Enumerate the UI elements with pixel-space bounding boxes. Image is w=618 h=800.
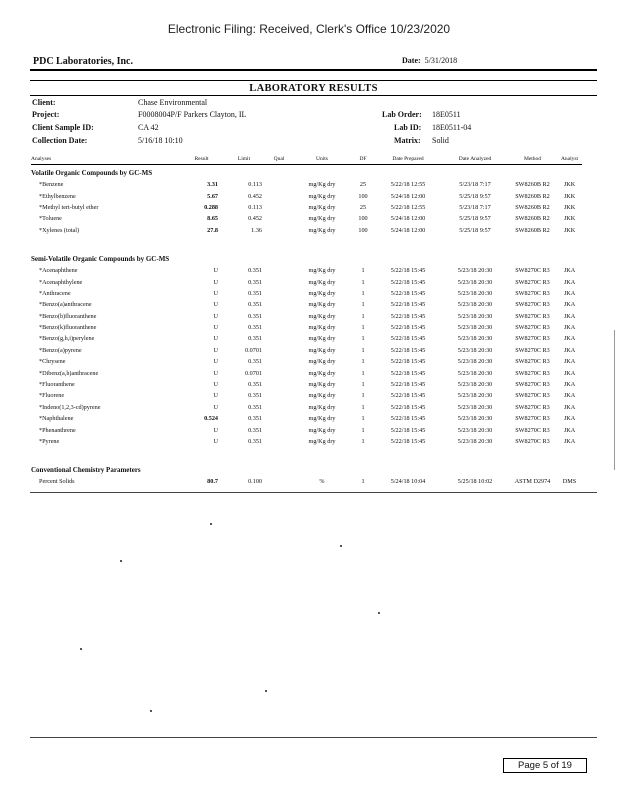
- cell-analyst: JKA: [563, 267, 576, 275]
- title-divider: [30, 95, 597, 96]
- cell-analyst: JKA: [563, 438, 576, 445]
- cell-df: 1: [361, 392, 365, 400]
- cell-analyzed: 5/23/18 20:30: [457, 381, 493, 389]
- cell-units: mg/Kg dry: [308, 312, 336, 320]
- cell-units: mg/Kg dry: [308, 358, 336, 366]
- cell-method: SW8260B R2: [515, 203, 550, 211]
- table-row: [31, 265, 582, 276]
- cell-analyte: *Benzo(a)pyrene: [39, 346, 82, 354]
- cell-df: 1: [361, 438, 365, 445]
- cell-limit: 0.351: [248, 381, 262, 389]
- cell-limit: 0.351: [248, 426, 262, 434]
- cell-units: mg/Kg dry: [308, 415, 336, 423]
- table-row: [31, 213, 582, 224]
- footer-divider: [30, 737, 597, 738]
- cell-analyte: *Dibenz(a,h)anthracene: [39, 369, 99, 377]
- column-header: Date Analyzed: [442, 156, 508, 165]
- cell-method: SW8270C R3: [515, 301, 550, 309]
- cell-df: 1: [361, 358, 365, 366]
- scan-speck: [210, 523, 212, 525]
- lab-order-label: Lab Order:: [382, 110, 422, 119]
- date-value: 5/31/2018: [424, 56, 458, 65]
- cell-result: U: [213, 426, 218, 434]
- cell-qual: [266, 190, 292, 201]
- cell-limit: 0.351: [248, 358, 262, 366]
- cell-qual: [266, 202, 292, 213]
- cell-units: mg/Kg dry: [308, 226, 336, 234]
- cell-limit: 0.351: [248, 415, 262, 423]
- cell-limit: 0.0701: [244, 369, 262, 377]
- cell-df: 100: [358, 215, 368, 223]
- table-row: [31, 333, 582, 344]
- cell-analyte: *Benzene: [39, 181, 64, 189]
- cell-units: mg/Kg dry: [308, 403, 336, 411]
- cell-units: mg/Kg dry: [308, 438, 336, 445]
- cell-df: 1: [361, 415, 365, 423]
- cell-analyte: *Fluoranthene: [39, 381, 75, 389]
- cell-df: 1: [361, 403, 365, 411]
- cell-result: 0.288: [204, 203, 218, 211]
- cell-prepared: 5/24/18 12:00: [390, 192, 426, 200]
- table-row: [31, 311, 582, 322]
- cell-prepared: 5/22/18 15:45: [390, 301, 426, 309]
- cell-analyst: JKK: [563, 203, 576, 211]
- cell-method: SW8270C R3: [515, 312, 550, 320]
- cell-result: U: [213, 403, 218, 411]
- cell-method: SW8260B R2: [515, 192, 550, 200]
- cell-method: ASTM D2974: [514, 478, 551, 486]
- cell-analyzed: 5/23/18 20:30: [457, 358, 493, 366]
- cell-analyzed: 5/25/18 10:02: [457, 478, 493, 486]
- scan-speck: [150, 710, 152, 712]
- cell-method: SW8270C R3: [515, 415, 550, 423]
- cell-analyst: JKA: [563, 312, 576, 320]
- cell-qual: [266, 402, 292, 413]
- table-row: [31, 190, 582, 201]
- lab-order-value: 18E0511: [432, 110, 461, 119]
- cell-qual: [266, 276, 292, 287]
- cell-analyte: *Chrysene: [39, 358, 66, 366]
- cell-limit: 0.113: [248, 203, 262, 211]
- cell-units: mg/Kg dry: [308, 215, 336, 223]
- cell-qual: [266, 379, 292, 390]
- cell-qual: [266, 424, 292, 435]
- cell-analyzed: 5/23/18 20:30: [457, 403, 493, 411]
- cell-df: 100: [358, 226, 368, 234]
- cell-prepared: 5/22/18 15:45: [390, 403, 426, 411]
- cell-result: 0.524: [204, 415, 218, 423]
- table-row: [31, 476, 582, 487]
- cell-df: 1: [361, 381, 365, 389]
- cell-limit: 0.100: [248, 478, 262, 486]
- cell-analyzed: 5/23/18 20:30: [457, 438, 493, 445]
- cell-prepared: 5/22/18 12:55: [390, 181, 426, 189]
- cell-analyte: *Toluene: [39, 215, 62, 223]
- cell-qual: [266, 413, 292, 424]
- cell-result: 80.7: [207, 478, 218, 486]
- header-divider-thin: [30, 80, 597, 81]
- cell-analyst: JKA: [563, 278, 576, 286]
- spacer-cell: [31, 447, 582, 462]
- cell-qual: [266, 333, 292, 344]
- cell-prepared: 5/22/18 15:45: [390, 312, 426, 320]
- lab-name: PDC Laboratories, Inc.: [33, 56, 133, 67]
- cell-df: 1: [361, 335, 365, 343]
- bottom-divider: [30, 492, 597, 493]
- table-row: [31, 379, 582, 390]
- cell-result: U: [213, 392, 218, 400]
- cell-analyst: JKA: [563, 426, 576, 434]
- cell-units: mg/Kg dry: [308, 301, 336, 309]
- scan-speck: [340, 545, 342, 547]
- column-header: Limit: [222, 156, 266, 165]
- cell-prepared: 5/22/18 15:45: [390, 289, 426, 297]
- cell-result: U: [213, 278, 218, 286]
- cell-df: 1: [361, 346, 365, 354]
- scan-speck: [80, 648, 82, 650]
- cell-qual: [266, 436, 292, 447]
- cell-method: SW8270C R3: [515, 289, 550, 297]
- section-title: Conventional Chemistry Parameters: [31, 466, 141, 475]
- cell-df: 1: [361, 324, 365, 332]
- column-header: DF: [352, 156, 374, 165]
- cell-prepared: 5/22/18 15:45: [390, 415, 426, 423]
- cell-prepared: 5/22/18 15:45: [390, 267, 426, 275]
- cell-units: %: [319, 478, 325, 486]
- table-row: [31, 288, 582, 299]
- cell-analyst: JKA: [563, 415, 576, 423]
- cell-qual: [266, 345, 292, 356]
- cell-analyzed: 5/23/18 20:30: [457, 426, 493, 434]
- cell-prepared: 5/22/18 15:45: [390, 392, 426, 400]
- cell-limit: 0.113: [248, 181, 262, 189]
- cell-limit: 0.351: [248, 392, 262, 400]
- cell-result: U: [213, 438, 218, 445]
- table-row: [31, 424, 582, 435]
- cell-result: U: [213, 346, 218, 354]
- cell-prepared: 5/22/18 15:45: [390, 346, 426, 354]
- table-row: [31, 225, 582, 236]
- page-number: Page 5 of 19: [503, 758, 587, 773]
- cell-limit: 0.351: [248, 301, 262, 309]
- cell-prepared: 5/24/18 10:04: [390, 478, 426, 486]
- cell-df: 1: [361, 426, 365, 434]
- cell-limit: 0.0701: [244, 346, 262, 354]
- cell-result: 8.65: [207, 215, 218, 223]
- cell-result: U: [213, 369, 218, 377]
- cell-analyte: *Benzo(k)fluoranthene: [39, 324, 97, 332]
- cell-df: 1: [361, 301, 365, 309]
- cell-df: 1: [361, 369, 365, 377]
- cell-prepared: 5/22/18 15:45: [390, 324, 426, 332]
- column-header: Method: [508, 156, 557, 165]
- cell-limit: 0.351: [248, 278, 262, 286]
- cell-method: SW8270C R3: [515, 403, 550, 411]
- cell-analyzed: 5/25/18 9:57: [459, 215, 491, 223]
- cell-units: mg/Kg dry: [308, 426, 336, 434]
- results-table: [31, 156, 582, 488]
- cell-analyzed: 5/23/18 20:30: [457, 392, 493, 400]
- cell-df: 1: [361, 289, 365, 297]
- cell-analyzed: 5/23/18 20:30: [457, 278, 493, 286]
- cell-analyzed: 5/23/18 7:17: [459, 181, 491, 189]
- table-row: [31, 202, 582, 213]
- column-header: Units: [292, 156, 352, 165]
- cell-method: SW8260B R2: [515, 226, 550, 234]
- cell-analyst: JKA: [563, 289, 576, 297]
- cell-analyzed: 5/23/18 20:30: [457, 335, 493, 343]
- cell-units: mg/Kg dry: [308, 203, 336, 211]
- cell-analyte: *Benzo(a)anthracene: [39, 301, 92, 309]
- cell-units: mg/Kg dry: [308, 278, 336, 286]
- cell-units: mg/Kg dry: [308, 324, 336, 332]
- scan-speck: [378, 612, 380, 614]
- cell-analyte: *Phenanthrene: [39, 426, 76, 434]
- cell-qual: [266, 288, 292, 299]
- cell-analyzed: 5/23/18 20:30: [457, 369, 493, 377]
- cell-result: U: [213, 289, 218, 297]
- cell-analyst: JKA: [563, 369, 576, 377]
- cell-analyte: *Benzo(b)fluoranthene: [39, 312, 97, 320]
- cell-method: SW8270C R3: [515, 381, 550, 389]
- cell-qual: [266, 367, 292, 378]
- cell-units: mg/Kg dry: [308, 381, 336, 389]
- cell-analyte: *Ethylbenzene: [39, 192, 76, 200]
- cell-qual: [266, 356, 292, 367]
- cell-df: 1: [361, 312, 365, 320]
- cell-prepared: 5/22/18 15:45: [390, 381, 426, 389]
- cell-result: U: [213, 267, 218, 275]
- cell-result: U: [213, 335, 218, 343]
- cell-analyte: *Xylenes (total): [39, 226, 80, 234]
- cell-analyte: *Acenaphthene: [39, 267, 78, 275]
- cell-method: SW8270C R3: [515, 438, 550, 445]
- cell-limit: 0.351: [248, 289, 262, 297]
- matrix-label: Matrix:: [394, 136, 421, 145]
- cell-result: U: [213, 324, 218, 332]
- column-header: Analyst: [557, 156, 582, 165]
- page-title: LABORATORY RESULTS: [249, 83, 378, 94]
- cell-analyst: JKK: [563, 215, 576, 223]
- cell-analyte: *Pyrene: [39, 438, 60, 445]
- cell-method: SW8270C R3: [515, 346, 550, 354]
- cell-result: 5.67: [207, 192, 218, 200]
- cell-analyzed: 5/23/18 20:30: [457, 346, 493, 354]
- electronic-filing-stamp: Electronic Filing: Received, Clerk's Office 10/23/2020: [167, 22, 451, 36]
- cell-analyzed: 5/23/18 20:30: [457, 289, 493, 297]
- cell-df: 1: [361, 278, 365, 286]
- cell-analyst: JKK: [563, 192, 576, 200]
- cell-analyzed: 5/23/18 20:30: [457, 267, 493, 275]
- cell-method: SW8270C R3: [515, 278, 550, 286]
- cell-analyte: *Methyl tert-butyl ether: [39, 203, 99, 211]
- cell-prepared: 5/22/18 15:45: [390, 278, 426, 286]
- cell-prepared: 5/24/18 12:00: [390, 226, 426, 234]
- cell-prepared: 5/22/18 12:55: [390, 203, 426, 211]
- cell-qual: [266, 476, 292, 487]
- cell-analyst: JKK: [563, 226, 576, 234]
- cell-qual: [266, 179, 292, 190]
- cell-qual: [266, 213, 292, 224]
- cell-method: SW8270C R3: [515, 369, 550, 377]
- cell-result: U: [213, 312, 218, 320]
- cell-qual: [266, 390, 292, 401]
- cell-method: SW8270C R3: [515, 324, 550, 332]
- cell-analyst: JKA: [563, 335, 576, 343]
- table-row: [31, 179, 582, 190]
- table-row: [31, 345, 582, 356]
- scan-speck: [265, 690, 267, 692]
- cell-method: SW8270C R3: [515, 267, 550, 275]
- cell-units: mg/Kg dry: [308, 392, 336, 400]
- lab-id-value: 18E0511-04: [432, 123, 472, 132]
- cell-analyzed: 5/25/18 9:57: [459, 226, 491, 234]
- cell-analyst: JKA: [563, 381, 576, 389]
- cell-analyte: *Fluorene: [39, 392, 65, 400]
- cell-analyzed: 5/23/18 20:30: [457, 415, 493, 423]
- cell-units: mg/Kg dry: [308, 181, 336, 189]
- cell-units: mg/Kg dry: [308, 346, 336, 354]
- cell-analyst: JKK: [563, 181, 576, 189]
- cell-analyte: *Anthracene: [39, 289, 71, 297]
- cell-units: mg/Kg dry: [308, 335, 336, 343]
- cell-method: SW8260B R2: [515, 181, 550, 189]
- cell-analyzed: 5/23/18 20:30: [457, 312, 493, 320]
- cell-method: SW8260B R2: [515, 215, 550, 223]
- cell-prepared: 5/22/18 15:45: [390, 438, 426, 445]
- header-divider: [30, 69, 597, 71]
- cell-qual: [266, 299, 292, 310]
- cell-limit: 0.351: [248, 324, 262, 332]
- sample-id-label: Client Sample ID:: [32, 123, 94, 132]
- results-body: [31, 165, 582, 488]
- cell-prepared: 5/22/18 15:45: [390, 369, 426, 377]
- cell-qual: [266, 311, 292, 322]
- cell-limit: 0.351: [248, 312, 262, 320]
- cell-prepared: 5/24/18 12:00: [390, 215, 426, 223]
- table-row: [31, 367, 582, 378]
- table-row: [31, 402, 582, 413]
- cell-analyzed: 5/23/18 20:30: [457, 301, 493, 309]
- cell-analyst: JKA: [563, 358, 576, 366]
- matrix-value: Solid: [432, 136, 449, 145]
- cell-prepared: 5/22/18 15:45: [390, 358, 426, 366]
- project-value: F0008004P/F Parkers Clayton, IL: [138, 110, 247, 119]
- scan-speck: [120, 560, 122, 562]
- cell-result: U: [213, 301, 218, 309]
- cell-analyst: DMS: [562, 478, 577, 486]
- lab-id-label: Lab ID:: [394, 123, 422, 132]
- section-title-row: [31, 165, 582, 180]
- cell-units: mg/Kg dry: [308, 267, 336, 275]
- client-label: Client:: [32, 98, 56, 107]
- table-row: [31, 356, 582, 367]
- section-spacer: [31, 236, 582, 251]
- cell-analyzed: 5/23/18 7:17: [459, 203, 491, 211]
- report-date: [402, 56, 457, 65]
- table-row: [31, 322, 582, 333]
- cell-limit: 0.351: [248, 267, 262, 275]
- cell-method: SW8270C R3: [515, 335, 550, 343]
- date-label: Date:: [402, 56, 421, 65]
- column-header: Result: [181, 156, 222, 165]
- cell-units: mg/Kg dry: [308, 289, 336, 297]
- collection-date-value: 5/16/18 10:10: [138, 136, 183, 145]
- table-row: [31, 413, 582, 424]
- cell-analyst: JKA: [563, 392, 576, 400]
- spacer-cell: [31, 236, 582, 251]
- section-title-row: [31, 462, 582, 476]
- project-label: Project:: [32, 110, 60, 119]
- column-header: Date Prepared: [374, 156, 442, 165]
- cell-method: SW8270C R3: [515, 358, 550, 366]
- cell-df: 100: [358, 192, 368, 200]
- table-row: [31, 299, 582, 310]
- cell-qual: [266, 322, 292, 333]
- section-title-row: [31, 251, 582, 265]
- cell-analyte: *Naphthalene: [39, 415, 74, 423]
- cell-df: 1: [361, 267, 365, 275]
- margin-rule: [614, 330, 615, 470]
- cell-prepared: 5/22/18 15:45: [390, 426, 426, 434]
- table-header-row: [31, 156, 582, 165]
- cell-method: SW8270C R3: [515, 426, 550, 434]
- cell-analyst: JKA: [563, 403, 576, 411]
- cell-analyst: JKA: [563, 346, 576, 354]
- client-value: Chase Environmental: [138, 98, 208, 107]
- cell-limit: 0.351: [248, 438, 262, 445]
- cell-prepared: 5/22/18 15:45: [390, 335, 426, 343]
- cell-limit: 1.36: [251, 226, 262, 234]
- table-row: [31, 436, 582, 447]
- cell-df: 1: [361, 478, 365, 486]
- cell-units: mg/Kg dry: [308, 369, 336, 377]
- cell-result: U: [213, 358, 218, 366]
- cell-df: 25: [359, 181, 367, 189]
- section-title: Semi-Volatile Organic Compounds by GC-MS: [31, 254, 170, 263]
- cell-qual: [266, 265, 292, 276]
- cell-analyte: Percent Solids: [39, 478, 75, 486]
- cell-limit: 0.452: [248, 192, 262, 200]
- cell-limit: 0.351: [248, 335, 262, 343]
- cell-analyzed: 5/25/18 9:57: [459, 192, 491, 200]
- cell-result: U: [213, 381, 218, 389]
- collection-date-label: Collection Date:: [32, 136, 88, 145]
- cell-limit: 0.452: [248, 215, 262, 223]
- cell-result: 27.8: [207, 226, 218, 234]
- cell-analyzed: 5/23/18 20:30: [457, 324, 493, 332]
- table-row: [31, 390, 582, 401]
- cell-analyte: *Benzo(g,h,i)perylene: [39, 335, 95, 343]
- cell-analyte: *Indeno(1,2,3-cd)pyrene: [39, 403, 101, 411]
- column-header: Analyses: [31, 156, 181, 165]
- cell-limit: 0.351: [248, 403, 262, 411]
- section-title: Volatile Organic Compounds by GC-MS: [31, 169, 153, 177]
- cell-result: 3.31: [207, 181, 218, 189]
- cell-analyte: *Acenaphthylene: [39, 278, 83, 286]
- cell-df: 25: [359, 203, 367, 211]
- cell-method: SW8270C R3: [515, 392, 550, 400]
- column-header: Qual: [266, 156, 292, 165]
- cell-units: mg/Kg dry: [308, 192, 336, 200]
- cell-qual: [266, 225, 292, 236]
- cell-analyst: JKA: [563, 324, 576, 332]
- section-spacer: [31, 447, 582, 462]
- cell-analyst: JKA: [563, 301, 576, 309]
- table-row: [31, 276, 582, 287]
- sample-id-value: CA 42: [138, 123, 159, 132]
